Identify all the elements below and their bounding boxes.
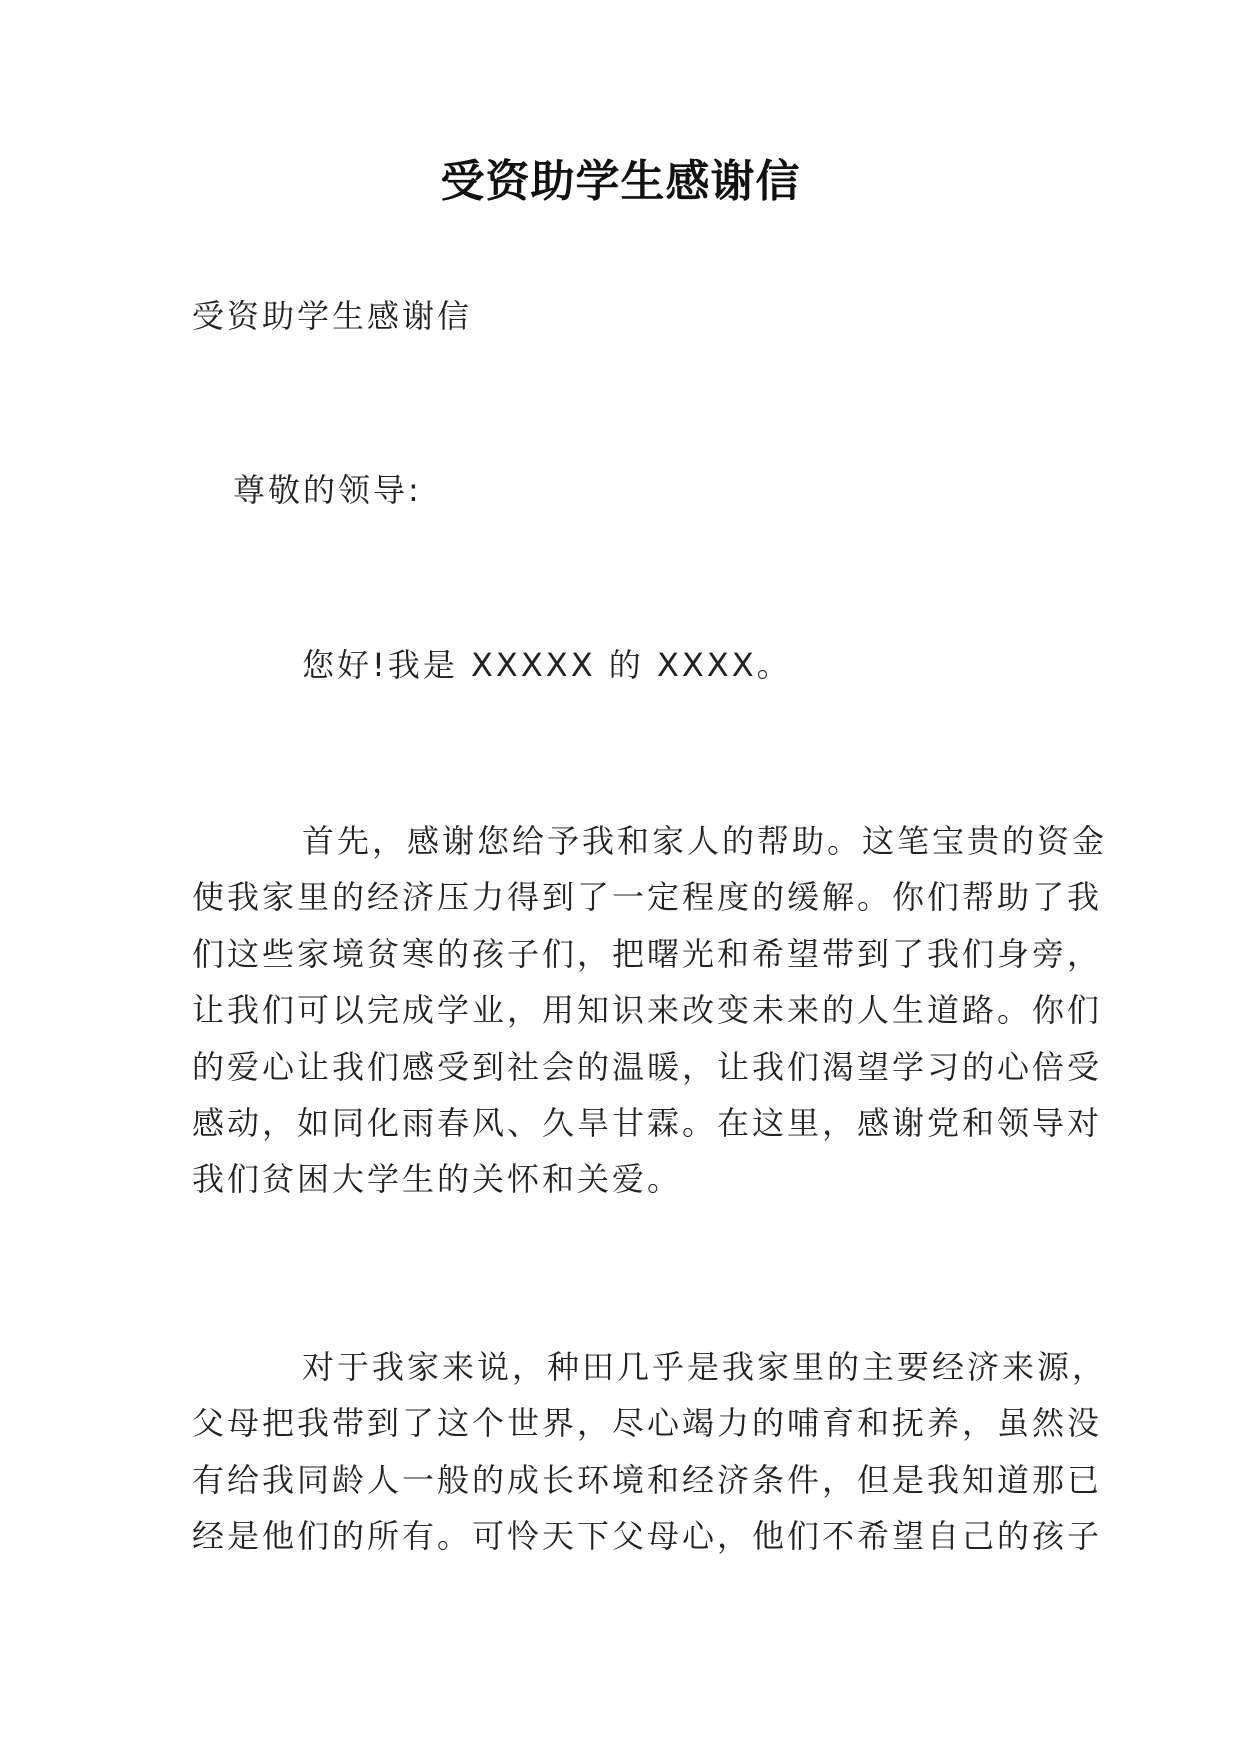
paragraph-line: 有给我同龄人一般的成长环境和经济条件，但是我知道那已 [192,1460,1103,1499]
salutation: 尊敬的领导: [233,471,422,509]
paragraph-line: 感动，如同化雨春风、久旱甘霖。在这里，感谢党和领导对 [192,1104,1103,1143]
paragraph-line: 经是他们的所有。可怜天下父母心，他们不希望自己的孩子 [192,1517,1103,1556]
document-subtitle: 受资助学生感谢信 [192,297,473,335]
paragraph-line: 父母把我带到了这个世界，尽心竭力的哺育和抚养，虽然没 [192,1404,1103,1443]
body-paragraph-2 [192,1339,1108,1565]
paragraph-line: 首先，感谢您给予我和家人的帮助。这笔宝贵的资金 [302,822,1108,860]
body-paragraph-1 [192,813,1108,1208]
paragraph-line: 使我家里的经济压力得到了一定程度的缓解。你们帮助了我 [192,878,1103,917]
paragraph-line: 我们贫困大学生的关怀和关爱。 [192,1160,683,1199]
document-title: 受资助学生感谢信 [440,156,801,207]
paragraph-line: 对于我家来说，种田几乎是我家里的主要经济来源， [302,1348,1108,1386]
paragraph-line: 的爱心让我们感受到社会的温暖，让我们渴望学习的心倍受 [192,1047,1103,1086]
paragraph-line: 们这些家境贫寒的孩子们，把曙光和希望带到了我们身旁， [192,934,1103,973]
greeting-line: 您好!我是 XXXXX 的 XXXX。 [302,646,792,684]
paragraph-line: 让我们可以完成学业，用知识来改变未来的人生道路。你们 [192,991,1103,1030]
